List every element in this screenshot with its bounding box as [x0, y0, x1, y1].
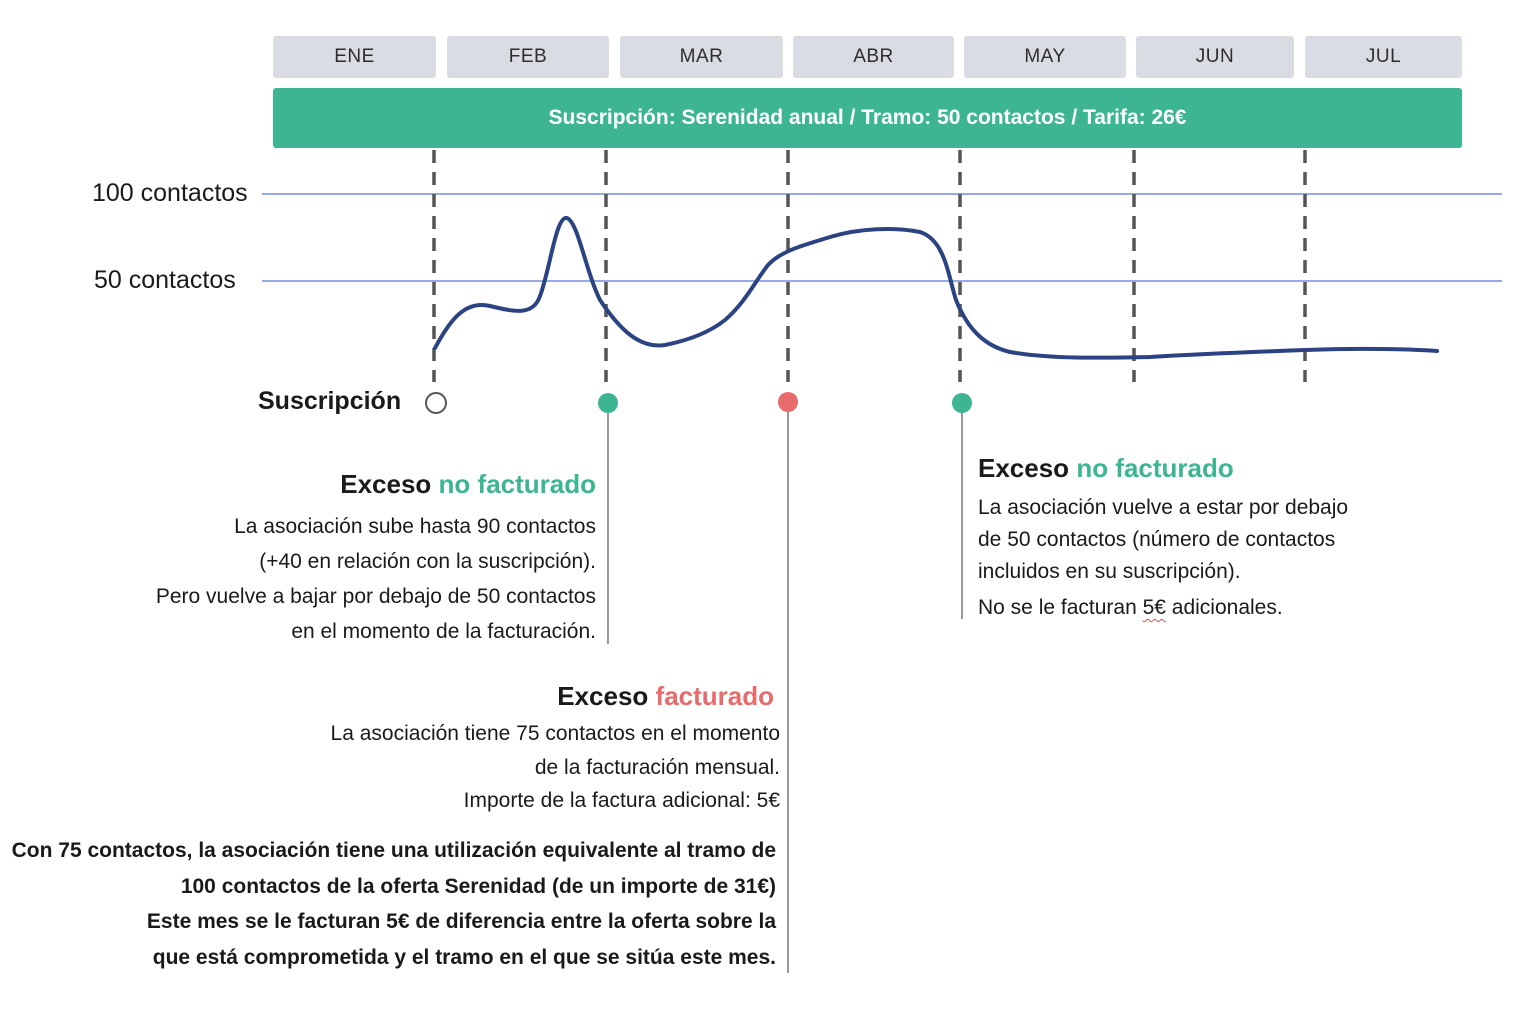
month-mar: MAR	[620, 36, 783, 78]
note-abr-line: La asociación vuelve a estar por debajo	[978, 496, 1349, 519]
note-abr-title	[978, 453, 1234, 484]
level-label-100: 100 contactos	[92, 179, 248, 207]
note-mar-line: La asociación tiene 75 contactos en el momento	[330, 722, 780, 745]
note-mar-bold-line: Con 75 contactos, la asociación tiene una utilización equivalente al tramo de	[11, 839, 776, 862]
note-mar-bold-line: 100 contactos de la oferta Serenidad (de un importe de 31€)	[180, 874, 776, 898]
note-feb-line: en el momento de la facturación.	[291, 620, 596, 643]
month-ene: ENE	[273, 36, 436, 78]
note-abr-title-status: no facturado	[1076, 453, 1234, 483]
subscription-label: Suscripción	[258, 387, 402, 415]
note-mar-title	[557, 681, 774, 712]
month-jul: JUL	[1305, 36, 1462, 78]
note-abr-line: de 50 contactos (número de contactos	[978, 528, 1336, 551]
marker-feb-not-billed	[598, 393, 618, 413]
note-mar-line: Importe de la factura adicional: 5€	[463, 789, 780, 812]
note-feb-title-status: no facturado	[438, 469, 596, 499]
note-abr-amount: 5€	[1142, 596, 1166, 619]
subscription-bar: Suscripción: Serenidad anual / Tramo: 50 contactos / Tarifa: 26€	[273, 88, 1462, 148]
contacts-curve	[435, 218, 1437, 358]
note-abr-title-word: Exceso	[978, 453, 1070, 483]
marker-subscription-start	[426, 393, 446, 413]
note-mar-bold-line: que está comprometida y el tramo en el que se sitúa este mes.	[152, 945, 776, 969]
note-mar-body	[331, 717, 780, 818]
note-feb-line: La asociación sube hasta 90 contactos	[234, 515, 596, 538]
note-feb-line: (+40 en relación con la suscripción).	[259, 550, 596, 573]
note-mar-bold-line: Este mes se le facturan 5€ de diferencia entre la oferta sobre la	[146, 910, 776, 933]
note-mar-line: de la facturación mensual.	[534, 755, 780, 779]
month-jun: JUN	[1136, 36, 1294, 78]
note-feb-line: Pero vuelve a bajar por debajo de 50 contactos	[155, 585, 596, 608]
month-feb: FEB	[447, 36, 609, 78]
month-abr: ABR	[793, 36, 954, 78]
note-abr-last-pre: No se le facturan	[978, 596, 1143, 619]
note-abr-last-post: adicionales.	[1165, 596, 1283, 619]
note-mar-title-status: facturado	[655, 681, 774, 711]
level-label-50: 50 contactos	[94, 266, 236, 294]
note-feb-body	[156, 509, 596, 649]
marker-mar-billed	[778, 392, 798, 412]
note-feb-title-word: Exceso	[340, 469, 432, 499]
note-mar-explanation	[12, 833, 776, 975]
note-abr-last-line	[978, 592, 1348, 624]
note-feb-title	[340, 469, 596, 500]
month-may: MAY	[964, 36, 1126, 78]
note-abr-line: incluidos en su suscripción).	[978, 560, 1241, 583]
marker-abr-not-billed	[952, 393, 972, 413]
note-mar-title-word: Exceso	[557, 681, 649, 711]
note-abr-body	[978, 492, 1348, 624]
